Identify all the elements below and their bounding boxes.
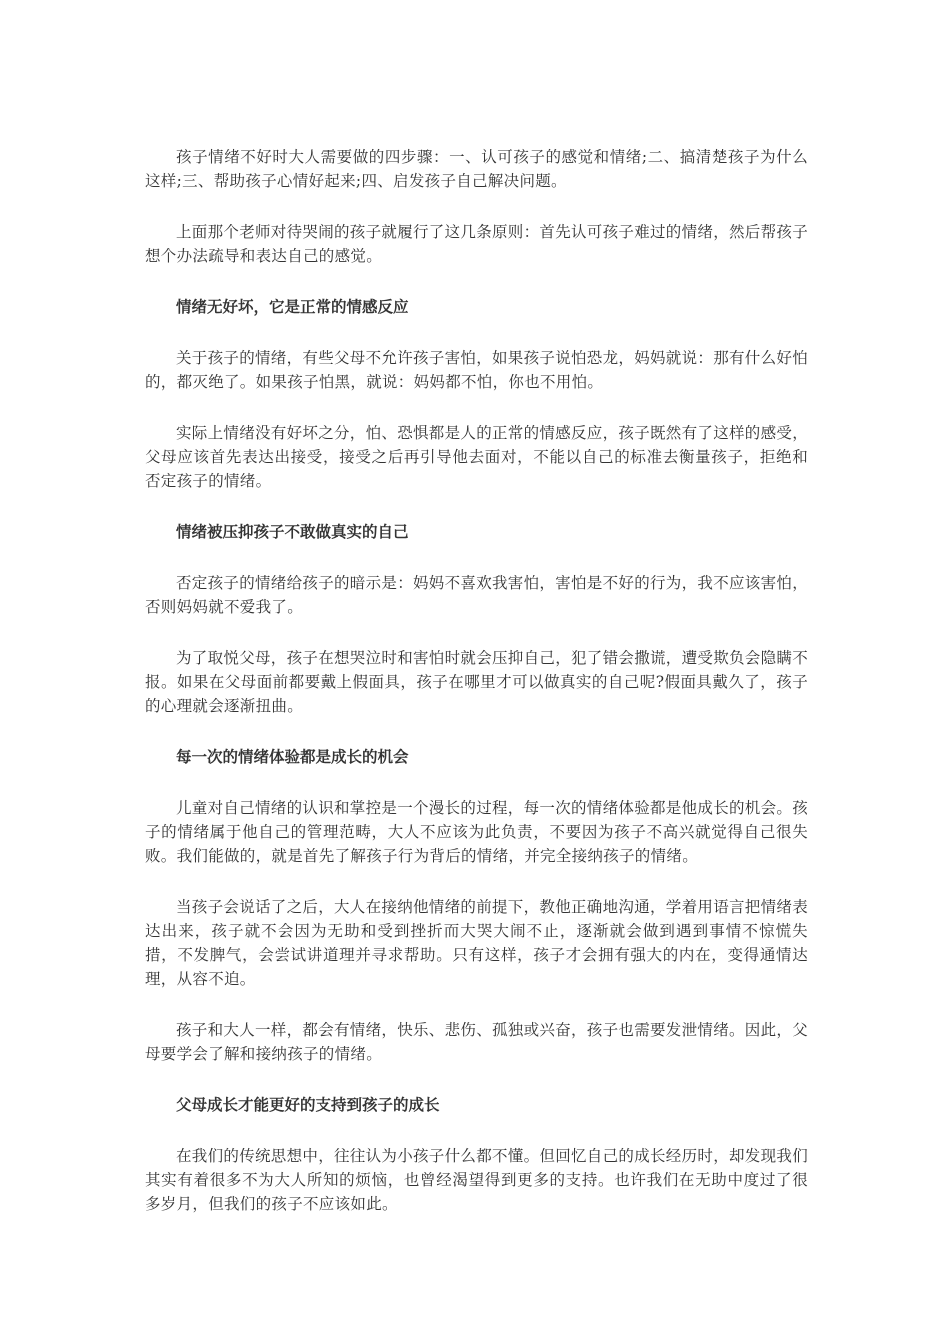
document-page: [145, 145, 808, 1216]
paragraph: 孩子情绪不好时大人需要做的四步骤：一、认可孩子的感觉和情绪;二、搞清楚孩子为什么这样;三、帮助孩子心情好起来;四、启发孩子自己解决问题。: [145, 148, 808, 190]
paragraph-gap: [145, 319, 808, 346]
paragraph-gap: [145, 544, 808, 571]
paragraph-gap: [145, 1117, 808, 1144]
paragraph-gap: [145, 394, 808, 421]
paragraph: 孩子和大人一样，都会有情绪，快乐、悲伤、孤独或兴奋，孩子也需要发泄情绪。因此，父母要学会了解和接纳孩子的情绪。: [145, 1021, 809, 1063]
paragraph-gap: [145, 493, 808, 520]
section-heading: 情绪无好坏，它是正常的情感反应: [176, 298, 409, 316]
paragraph-gap: [145, 619, 808, 646]
paragraph: 当孩子会说话了之后，大人在接纳他情绪的前提下，教他正确地沟通，学着用语言把情绪表达出来，孩子就不会因为无助和受到挫折而大哭大闹不止，逐渐就会做到遇到事情不惊慌失措，不发脾气，会尝试讲道理并寻求帮助。只有这样，孩子才会拥有强大的内在，变得通情达理，从容不迫。: [145, 898, 809, 988]
paragraph-gap: [145, 769, 808, 796]
paragraph: 否定孩子的情绪给孩子的暗示是：妈妈不喜欢我害怕，害怕是不好的行为，我不应该害怕，否则妈妈就不爱我了。: [145, 574, 809, 616]
paragraph: 实际上情绪没有好坏之分，怕、恐惧都是人的正常的情感反应，孩子既然有了这样的感受，父母应该首先表达出接受，接受之后再引导他去面对，不能以自己的标准去衡量孩子，拒绝和否定孩子的情绪。: [145, 424, 809, 490]
paragraph-gap: [145, 193, 808, 220]
paragraph: 儿童对自己情绪的认识和掌控是一个漫长的过程，每一次的情绪体验都是他成长的机会。孩子的情绪属于他自己的管理范畴，大人不应该为此负责，不要因为孩子不高兴就觉得自己很失败。我们能做的，就是首先了解孩子行为背后的情绪，并完全接纳孩子的情绪。: [145, 799, 809, 865]
section-heading: 每一次的情绪体验都是成长的机会: [176, 748, 409, 766]
paragraph-gap: [145, 868, 808, 895]
paragraph: 在我们的传统思想中，往往认为小孩子什么都不懂。但回忆自己的成长经历时，却发现我们其实有着很多不为大人所知的烦恼，也曾经渴望得到更多的支持。也许我们在无助中度过了很多岁月，但我们的孩子不应该如此。: [145, 1147, 809, 1213]
paragraph: 为了取悦父母，孩子在想哭泣时和害怕时就会压抑自己，犯了错会撒谎，遭受欺负会隐瞒不报。如果在父母面前都要戴上假面具，孩子在哪里才可以做真实的自己呢?假面具戴久了，孩子的心理就会逐渐扭曲。: [145, 649, 809, 715]
paragraph: 关于孩子的情绪，有些父母不允许孩子害怕，如果孩子说怕恐龙，妈妈就说：那有什么好怕的，都灭绝了。如果孩子怕黑，就说：妈妈都不怕，你也不用怕。: [145, 349, 809, 391]
paragraph-gap: [145, 268, 808, 295]
section-heading: 父母成长才能更好的支持到孩子的成长: [176, 1096, 440, 1114]
paragraph-gap: [145, 718, 808, 745]
paragraph-gap: [145, 1066, 808, 1093]
paragraph-gap: [145, 991, 808, 1018]
section-heading: 情绪被压抑孩子不敢做真实的自己: [176, 523, 409, 541]
paragraph: 上面那个老师对待哭闹的孩子就履行了这几条原则：首先认可孩子难过的情绪，然后帮孩子想个办法疏导和表达自己的感觉。: [145, 223, 809, 265]
